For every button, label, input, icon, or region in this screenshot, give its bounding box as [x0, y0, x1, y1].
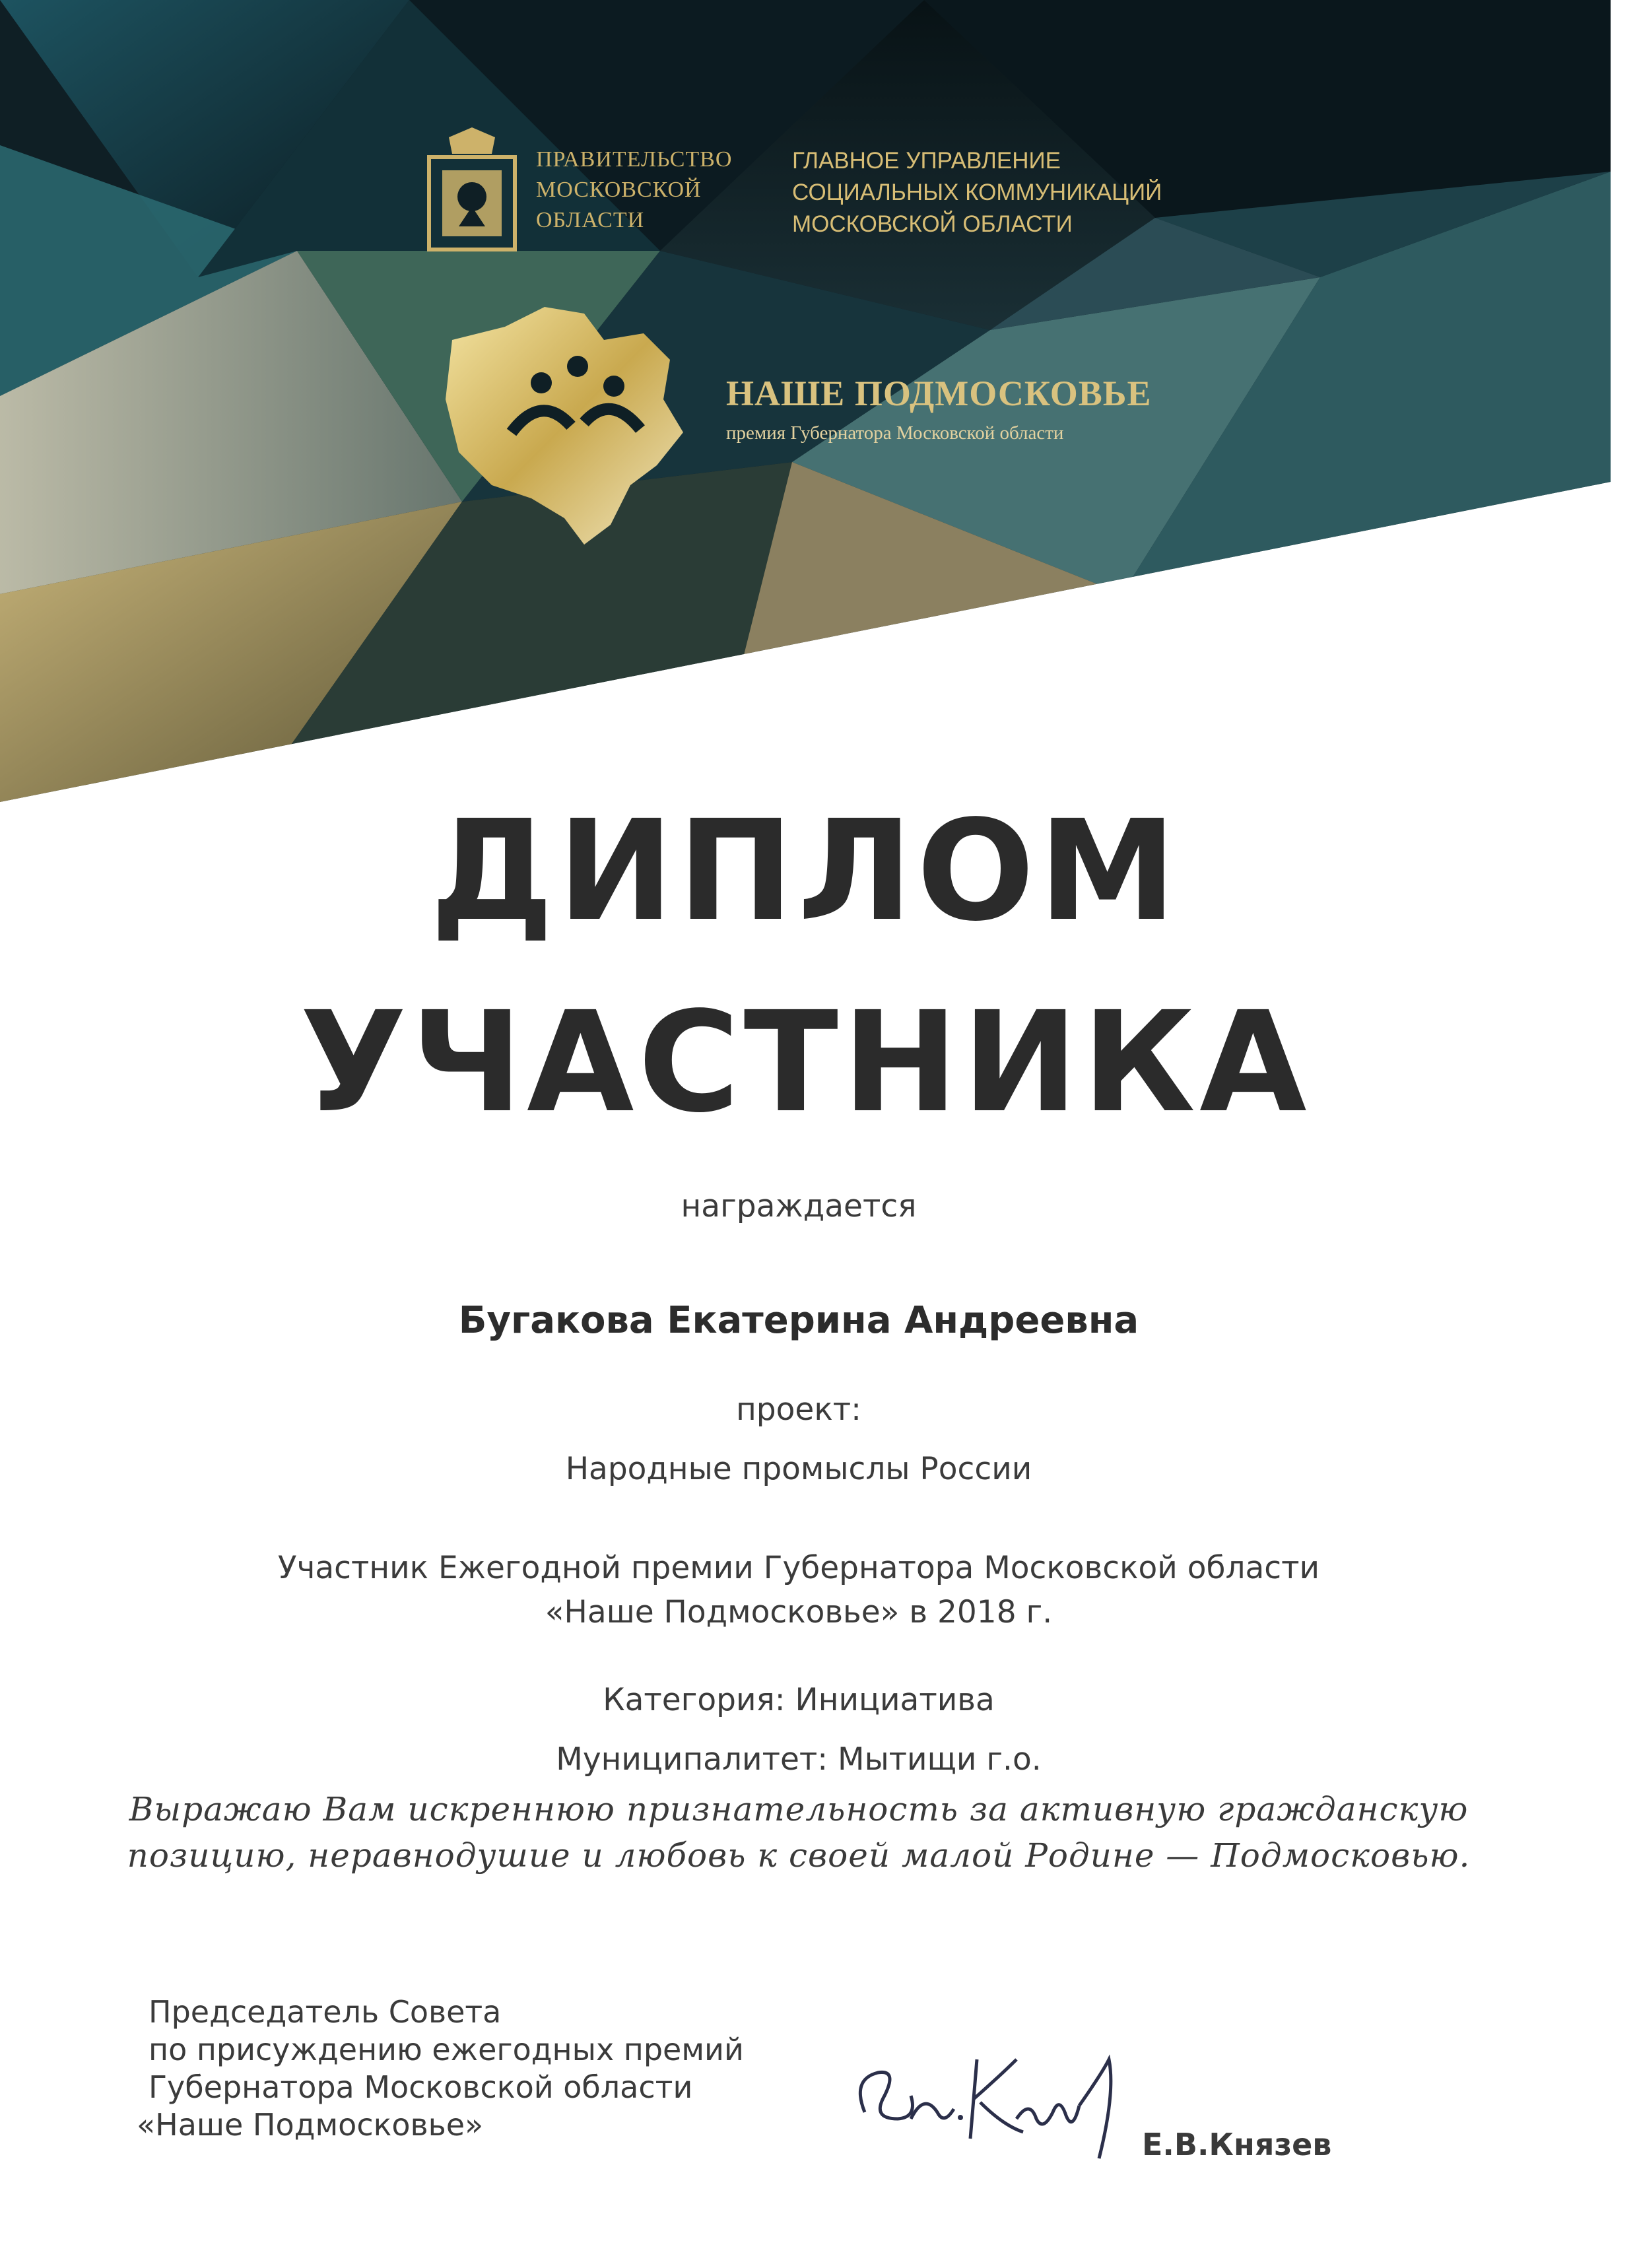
gov-line-3: ОБЛАСТИ: [536, 208, 645, 232]
position-line-3: Губернатора Московской области: [149, 2069, 693, 2105]
signer-name: Е.В.Князев: [1142, 2127, 1332, 2162]
project-label: проект:: [736, 1391, 861, 1428]
diploma-title-line-2: УЧАСТНИКА: [300, 982, 1311, 1143]
ministry-line-3: МОСКОВСКОЙ ОБЛАСТИ: [792, 211, 1073, 237]
ministry-name: [792, 145, 1162, 240]
project-name: Народные промыслы России: [565, 1451, 1032, 1487]
moscow-region-map-logo: [432, 300, 729, 551]
signer-position: [137, 1993, 744, 2144]
participant-line-2: «Наше Подмосковье» в 2018 г.: [545, 1594, 1053, 1630]
gratitude-line-1: Выражаю Вам искреннюю признательность за активную гражданскую: [129, 1790, 1469, 1828]
category: Категория: Инициатива: [603, 1682, 995, 1718]
municipality: Муниципалитет: Мытищи г.о.: [556, 1741, 1042, 1778]
ministry-line-2: СОЦИАЛЬНЫХ КОММУНИКАЦИЙ: [792, 180, 1162, 205]
position-line-4: «Наше Подмосковье»: [137, 2107, 484, 2143]
award-title: НАШЕ ПОДМОСКОВЬЕ: [726, 374, 1152, 413]
government-logo-block: [422, 124, 732, 256]
gov-line-1: ПРАВИТЕЛЬСТВО: [536, 147, 733, 172]
handwritten-signature: [838, 2033, 1129, 2185]
position-line-2: по присуждению ежегодных премий: [149, 2032, 744, 2067]
award-subtitle: премия Губернатора Московской области: [726, 422, 1064, 444]
gratitude-line-2: позицию, неравнодушие и любовь к своей малой Родине — Подмосковью.: [127, 1836, 1471, 1875]
participant-line-1: Участник Ежегодной премии Губернатора Московской области: [277, 1550, 1320, 1586]
gov-line-2: МОСКОВСКОЙ: [536, 178, 702, 202]
ministry-line-1: ГЛАВНОЕ УПРАВЛЕНИЕ: [792, 148, 1061, 174]
position-line-1: Председатель Совета: [149, 1994, 502, 2030]
recipient-name: Бугакова Екатерина Андреевна: [458, 1299, 1139, 1342]
coat-of-arms-icon: [422, 124, 521, 256]
diploma-title-line-1: ДИПЛОМ: [430, 790, 1181, 952]
awarded-label: награждается: [681, 1188, 917, 1224]
